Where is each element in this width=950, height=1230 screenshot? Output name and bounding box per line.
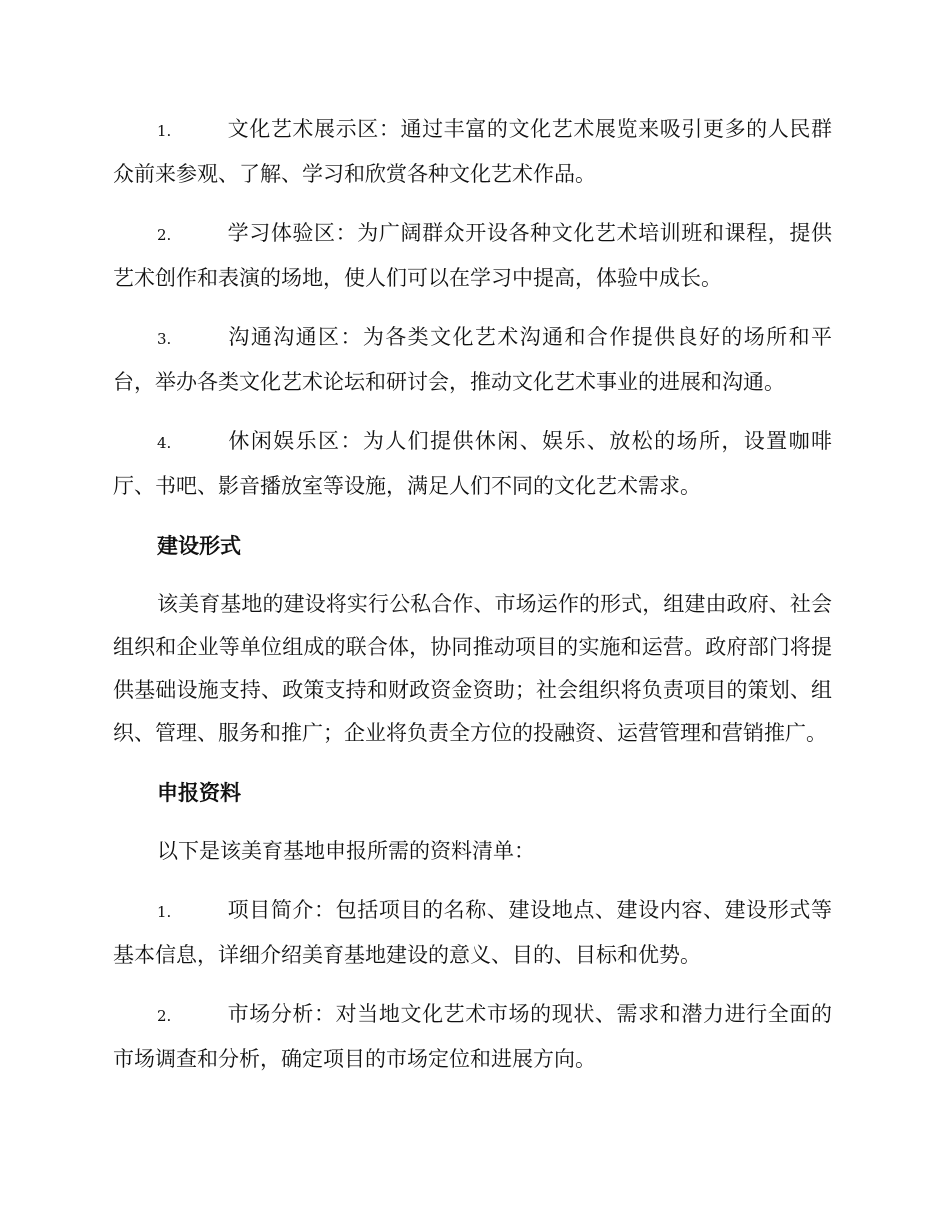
section-heading-application: 申报资料 <box>157 780 241 805</box>
list-text: 学习体验区：为广阔群众开设各种文化艺术培训班和课程，提供艺术创作和表演的场地，使人们可以在学习中提高，体验中成长。 <box>113 221 832 290</box>
list-text: 项目简介：包括项目的名称、建设地点、建设内容、建设形式等基本信息，详细介绍美育基地建设的意义、目的、目标和优势。 <box>113 898 832 967</box>
list-item <box>113 420 832 508</box>
construction-paragraph: 该美育基地的建设将实行公私合作、市场运作的形式，组建由政府、社会组织和企业等单位组成的联合体，协同推动项目的实施和运营。政府部门将提供基础设施支持、政策支持和财政资金资助；社会组织将负责项目的策划、组织、管理、服务和推广；企业将负责全方位的投融资、运营管理和营销推广。 <box>113 592 832 745</box>
list-text: 文化艺术展示区：通过丰富的文化艺术展览来吸引更多的人民群众前来参观、了解、学习和欣赏各种文化艺术作品。 <box>113 117 832 186</box>
list-text: 市场分析：对当地文化艺术市场的现状、需求和潜力进行全面的市场调查和分析，确定项目的市场定位和进展方向。 <box>113 1002 832 1071</box>
list-text: 休闲娱乐区：为人们提供休闲、娱乐、放松的场所，设置咖啡厅、书吧、影音播放室等设施，满足人们不同的文化艺术需求。 <box>113 429 832 498</box>
list-number: 2. <box>157 226 172 244</box>
list-item <box>113 316 832 404</box>
list-item <box>113 889 832 977</box>
application-intro: 以下是该美育基地申报所需的资料清单： <box>157 839 535 863</box>
list-item <box>113 212 832 300</box>
list-item <box>113 108 832 196</box>
list-number: 3. <box>157 330 172 348</box>
list-item <box>113 993 832 1081</box>
list-number: 1. <box>157 122 172 140</box>
list-text: 沟通沟通区：为各类文化艺术沟通和合作提供良好的场所和平台，举办各类文化艺术论坛和研讨会，推动文化艺术事业的进展和沟通。 <box>113 325 832 394</box>
list-number: 2. <box>157 1007 172 1025</box>
list-number: 1. <box>157 903 172 921</box>
section-heading-construction: 建设形式 <box>157 533 241 558</box>
list-number: 4. <box>157 434 172 452</box>
